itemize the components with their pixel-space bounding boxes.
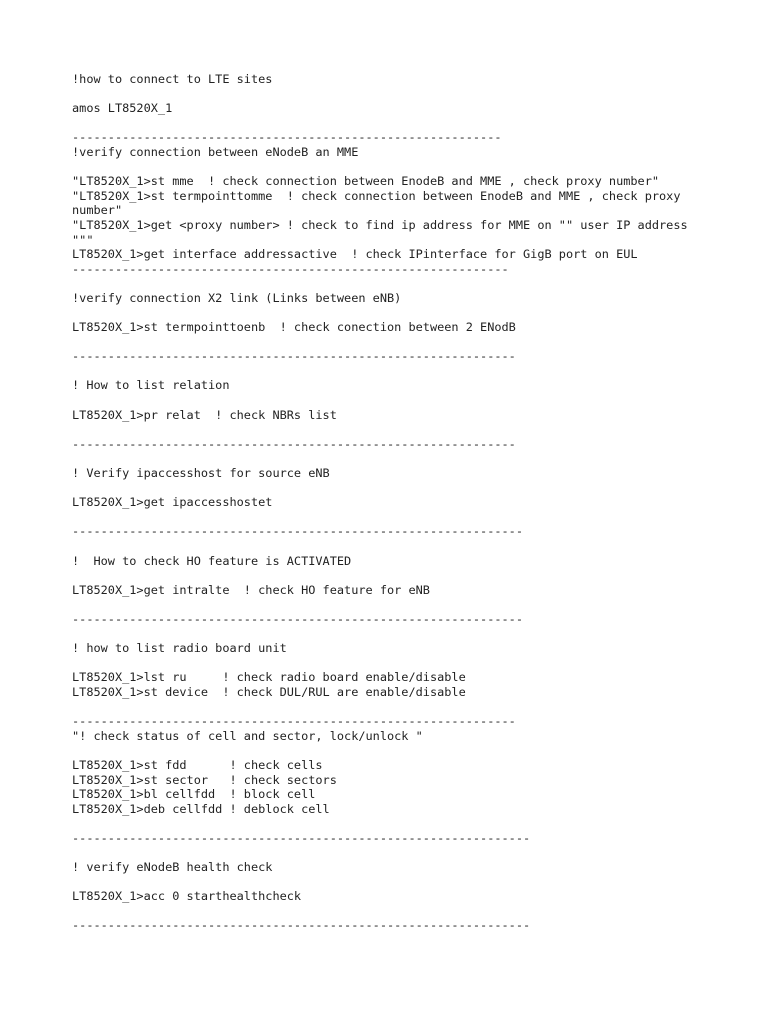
command-get-ipaccesshostet: LT8520X_1>get ipaccesshostet xyxy=(72,495,273,510)
separator-line: -------------------------------------------------------------- xyxy=(72,436,516,451)
heading-radio-board: ! how to list radio board unit xyxy=(72,641,287,656)
separator-line: ---------------------------------------------------------------- xyxy=(72,830,531,845)
command-lst-ru: LT8520X_1>lst ru ! check radio board enable/disable xyxy=(72,670,466,685)
command-amos: amos LT8520X_1 xyxy=(72,101,173,116)
separator-line: ------------------------------------------------------------- xyxy=(72,261,509,276)
command-st-mme: "LT8520X_1>st mme ! check connection between EnodeB and MME , check proxy number" xyxy=(72,174,660,189)
command-get-interface: LT8520X_1>get interface addressactive ! check IPinterface for GigB port on EUL xyxy=(72,247,638,262)
separator-line: ---------------------------------------------------------------- xyxy=(72,918,531,933)
heading-verify-x2: !verify connection X2 link (Links between eNB) xyxy=(72,290,402,305)
command-st-fdd: LT8520X_1>st fdd ! check cells xyxy=(72,757,323,772)
blank-line xyxy=(72,364,712,379)
blank-line xyxy=(72,116,712,131)
blank-line xyxy=(72,481,712,496)
command-deb-cellfdd: LT8520X_1>deb cellfdd ! deblock cell xyxy=(72,801,330,816)
blank-line xyxy=(72,568,712,583)
heading-connect-lte: !how to connect to LTE sites xyxy=(72,72,273,86)
blank-line xyxy=(72,627,712,642)
command-st-device: LT8520X_1>st device ! check DUL/RUL are enable/disable xyxy=(72,684,466,699)
separator-line: --------------------------------------------------------------- xyxy=(72,611,524,626)
separator-line: ------------------------------------------------------------ xyxy=(72,130,502,145)
blank-line xyxy=(72,656,712,671)
heading-list-relation: ! How to list relation xyxy=(72,378,230,393)
blank-line xyxy=(72,393,712,408)
blank-line xyxy=(72,700,712,715)
command-st-termpointtomme: "LT8520X_1>st termpointtomme ! check connection between EnodeB and MME , check proxy number" xyxy=(72,188,688,218)
heading-cell-sector-status: "! check status of cell and sector, lock/unlock " xyxy=(72,728,423,743)
command-get-proxy-number: "LT8520X_1>get <proxy number> ! check to find ip address for MME on "" user IP address """ xyxy=(72,217,695,247)
command-bl-cellfdd: LT8520X_1>bl cellfdd ! block cell xyxy=(72,787,316,802)
blank-line xyxy=(72,904,712,919)
blank-line xyxy=(72,451,712,466)
heading-health-check: ! verify eNodeB health check xyxy=(72,860,273,875)
blank-line xyxy=(72,816,712,831)
command-st-sector: LT8520X_1>st sector ! check sectors xyxy=(72,772,337,787)
separator-line: --------------------------------------------------------------- xyxy=(72,524,524,539)
command-get-intralte: LT8520X_1>get intralte ! check HO feature for eNB xyxy=(72,582,430,597)
blank-line xyxy=(72,539,712,554)
document-body xyxy=(72,72,712,933)
command-acc-starthealthcheck: LT8520X_1>acc 0 starthealthcheck xyxy=(72,889,302,904)
heading-verify-mme: !verify connection between eNodeB an MME xyxy=(72,144,359,159)
blank-line xyxy=(72,160,712,175)
blank-line xyxy=(72,743,712,758)
heading-verify-ipaccesshost: ! Verify ipaccesshost for source eNB xyxy=(72,466,330,481)
command-pr-relat: LT8520X_1>pr relat ! check NBRs list xyxy=(72,407,337,422)
blank-line xyxy=(72,87,712,102)
blank-line xyxy=(72,335,712,350)
heading-check-ho: ! How to check HO feature is ACTIVATED xyxy=(72,553,352,568)
blank-line xyxy=(72,845,712,860)
blank-line xyxy=(72,875,712,890)
blank-line xyxy=(72,422,712,437)
separator-line: -------------------------------------------------------------- xyxy=(72,349,516,364)
blank-line xyxy=(72,276,712,291)
blank-line xyxy=(72,597,712,612)
blank-line xyxy=(72,510,712,525)
separator-line: -------------------------------------------------------------- xyxy=(72,714,516,729)
command-st-termpointtoenb: LT8520X_1>st termpointtoenb ! check conection between 2 ENodB xyxy=(72,320,516,335)
blank-line xyxy=(72,306,712,321)
